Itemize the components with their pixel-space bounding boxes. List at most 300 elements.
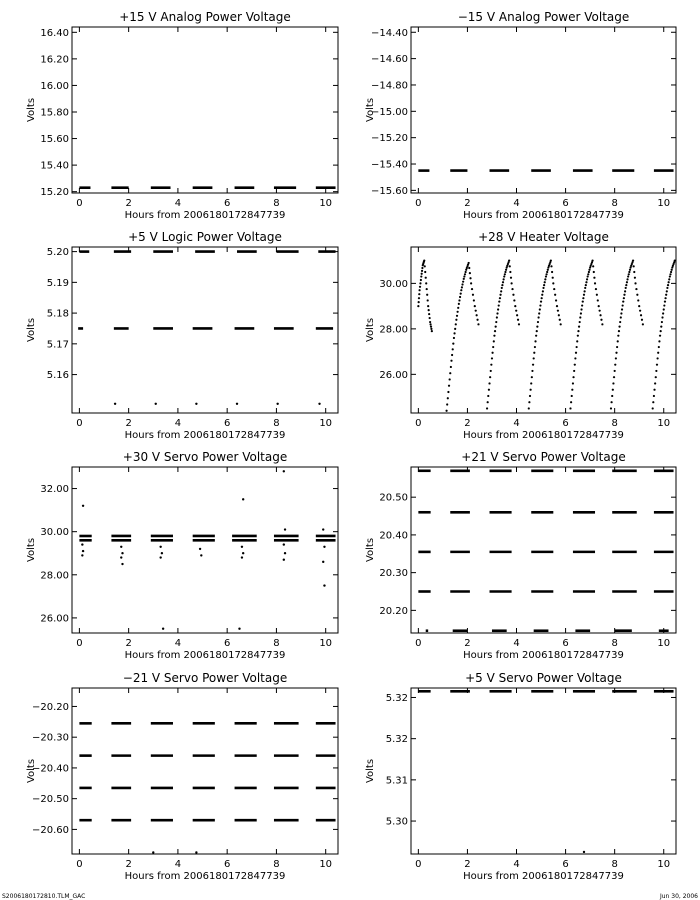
data-point <box>638 305 640 307</box>
data-point <box>195 851 197 853</box>
data-point <box>580 308 582 310</box>
data-point <box>487 401 489 403</box>
data-series <box>78 252 335 405</box>
data-point <box>580 312 582 314</box>
chart-title: +21 V Servo Power Voltage <box>461 450 626 464</box>
chart-title: +5 V Servo Power Voltage <box>465 671 622 685</box>
data-point <box>242 552 244 554</box>
data-point <box>656 357 658 359</box>
data-point <box>494 330 496 332</box>
x-tick-label: 0 <box>76 638 83 649</box>
data-point <box>449 378 451 380</box>
data-point <box>628 271 630 273</box>
x-tick-label: 2 <box>464 859 471 870</box>
data-point <box>623 294 625 296</box>
data-point <box>534 346 536 348</box>
data-point <box>450 366 452 368</box>
data-point <box>276 403 278 405</box>
x-tick-label: 10 <box>657 418 671 429</box>
x-tick-label: 10 <box>657 638 671 649</box>
data-point <box>579 316 581 318</box>
data-point <box>461 283 463 285</box>
data-point <box>612 389 614 391</box>
y-tick-label: 5.17 <box>46 339 69 351</box>
data-point <box>511 288 513 290</box>
y-tick-label: −20.60 <box>31 824 69 836</box>
data-point <box>241 556 243 558</box>
data-point <box>424 265 426 267</box>
y-axis-label: Volts <box>26 97 37 123</box>
data-point <box>583 294 585 296</box>
data-point <box>509 271 511 273</box>
data-point <box>449 372 451 374</box>
data-point <box>657 352 659 354</box>
plot-frame <box>411 467 676 633</box>
x-tick-label: 4 <box>513 638 520 649</box>
data-point <box>428 309 430 311</box>
data-point <box>554 294 556 296</box>
data-point <box>152 851 154 853</box>
data-point <box>453 337 455 339</box>
data-point <box>457 311 459 313</box>
data-point <box>531 370 533 372</box>
x-tick-label: 6 <box>223 638 231 649</box>
data-point <box>619 321 621 323</box>
data-point <box>453 332 455 334</box>
x-tick-label: 6 <box>223 418 231 429</box>
plot-frame <box>72 27 338 193</box>
data-point <box>121 563 123 565</box>
data-point <box>493 340 495 342</box>
data-point <box>544 278 546 280</box>
data-point <box>495 321 497 323</box>
data-point <box>423 260 425 262</box>
data-point <box>542 290 544 292</box>
data-point <box>669 275 671 277</box>
data-point <box>636 294 638 296</box>
data-point <box>242 498 244 500</box>
data-point <box>584 287 586 289</box>
x-tick-label: 6 <box>562 859 569 870</box>
data-point <box>530 389 532 391</box>
data-point <box>498 304 500 306</box>
data-point <box>547 269 549 271</box>
chart-panel <box>365 450 676 661</box>
footer-file-label: S2006180172810.TLM_GAC <box>2 893 86 900</box>
data-point <box>419 282 421 284</box>
data-point <box>616 346 618 348</box>
x-tick-label: 8 <box>273 638 280 649</box>
data-point <box>459 296 461 298</box>
data-point <box>418 293 420 295</box>
data-point <box>641 319 643 321</box>
data-point <box>539 304 541 306</box>
data-point <box>668 281 670 283</box>
data-point <box>464 273 466 275</box>
data-point <box>579 321 581 323</box>
data-point <box>476 319 478 321</box>
data-point <box>505 269 507 271</box>
data-point <box>620 316 622 318</box>
x-tick-label: 8 <box>611 638 618 649</box>
x-axis-label: Hours from 2006180172847739 <box>463 430 624 441</box>
y-axis-label: Volts <box>26 537 37 563</box>
data-point <box>635 288 637 290</box>
data-point <box>454 328 456 330</box>
chart-panel <box>26 10 338 221</box>
data-point <box>614 364 616 366</box>
x-tick-label: 0 <box>76 198 83 209</box>
chart-panel <box>26 230 338 441</box>
data-point <box>661 321 663 323</box>
data-point <box>532 364 534 366</box>
data-point <box>535 335 537 337</box>
data-point <box>421 270 423 272</box>
data-point <box>573 370 575 372</box>
data-point <box>658 340 660 342</box>
chart-panel <box>365 230 676 441</box>
data-point <box>241 546 243 548</box>
data-point <box>557 310 559 312</box>
data-point <box>504 271 506 273</box>
y-tick-label: −20.50 <box>31 794 69 806</box>
data-point <box>632 260 634 262</box>
chart-panel <box>365 671 676 882</box>
data-point <box>577 330 579 332</box>
data-point <box>534 340 536 342</box>
data-point <box>159 556 161 558</box>
data-point <box>653 395 655 397</box>
data-point <box>571 395 573 397</box>
data-point <box>515 310 517 312</box>
data-point <box>418 297 420 299</box>
x-axis-label: Hours from 2006180172847739 <box>124 871 286 882</box>
x-tick-label: 6 <box>223 859 231 870</box>
x-tick-label: 0 <box>415 198 422 209</box>
y-tick-label: 30.00 <box>379 278 408 290</box>
data-point <box>653 389 655 391</box>
data-point <box>583 851 585 853</box>
data-point <box>81 554 83 556</box>
data-point <box>428 313 430 315</box>
data-point <box>531 376 533 378</box>
data-point <box>477 323 479 325</box>
data-point <box>511 282 513 284</box>
y-tick-label: 28.00 <box>379 324 408 336</box>
data-point <box>541 294 543 296</box>
data-point <box>284 552 286 554</box>
data-point <box>516 314 518 316</box>
data-point <box>550 265 552 267</box>
data-point <box>674 260 676 262</box>
data-point <box>518 323 520 325</box>
data-point <box>195 403 197 405</box>
data-point <box>582 297 584 299</box>
footer-date-label: Jun 30, 2006 <box>659 893 698 900</box>
data-point <box>593 277 595 279</box>
x-tick-label: 4 <box>513 418 520 429</box>
data-point <box>425 277 427 279</box>
x-tick-label: 2 <box>125 418 132 429</box>
data-point <box>417 305 419 307</box>
data-point <box>556 305 558 307</box>
chart-title: +28 V Heater Voltage <box>478 230 609 244</box>
data-point <box>591 260 593 262</box>
x-tick-label: 10 <box>319 638 333 649</box>
data-point <box>610 407 612 409</box>
data-point <box>496 316 498 318</box>
data-point <box>200 554 202 556</box>
data-point <box>460 293 462 295</box>
y-tick-label: −14.40 <box>370 27 408 39</box>
data-point <box>322 561 324 563</box>
data-point <box>546 271 548 273</box>
y-tick-label: 5.20 <box>46 247 69 259</box>
data-point <box>457 307 459 309</box>
data-series <box>417 260 676 412</box>
data-point <box>618 330 620 332</box>
data-point <box>498 300 500 302</box>
data-point <box>543 284 545 286</box>
data-point <box>559 319 561 321</box>
data-point <box>592 265 594 267</box>
y-tick-label: 5.18 <box>46 308 69 320</box>
data-point <box>587 275 589 277</box>
data-point <box>420 275 422 277</box>
plot-frame <box>72 467 338 633</box>
x-tick-label: 4 <box>174 638 182 649</box>
x-tick-label: 2 <box>125 638 132 649</box>
y-tick-label: 30.00 <box>40 527 69 539</box>
data-point <box>614 370 616 372</box>
data-point <box>199 548 201 550</box>
data-point <box>450 360 452 362</box>
data-point <box>486 407 488 409</box>
data-point <box>462 281 464 283</box>
data-point <box>670 271 672 273</box>
data-point <box>664 300 666 302</box>
data-point <box>571 389 573 391</box>
x-tick-label: 0 <box>76 859 83 870</box>
data-point <box>552 282 554 284</box>
data-point <box>560 323 562 325</box>
data-point <box>655 370 657 372</box>
data-point <box>120 546 122 548</box>
data-point <box>624 290 626 292</box>
data-series <box>418 471 673 631</box>
data-point <box>539 308 541 310</box>
y-tick-label: 16.00 <box>40 80 69 92</box>
data-point <box>476 314 478 316</box>
data-point <box>530 382 532 384</box>
data-point <box>502 281 504 283</box>
chart-panel <box>26 671 338 882</box>
y-tick-label: −15.20 <box>370 133 408 145</box>
data-point <box>570 401 572 403</box>
x-tick-label: 8 <box>611 859 618 870</box>
data-point <box>499 297 501 299</box>
y-axis-label: Volts <box>365 537 376 563</box>
data-point <box>538 312 540 314</box>
y-tick-label: −14.60 <box>370 54 408 66</box>
data-point <box>550 260 552 262</box>
data-point <box>426 288 428 290</box>
data-point <box>615 352 617 354</box>
data-point <box>460 289 462 291</box>
data-point <box>504 273 506 275</box>
x-tick-label: 2 <box>464 198 471 209</box>
data-point <box>663 308 665 310</box>
data-point <box>120 556 122 558</box>
data-point <box>601 323 603 325</box>
x-tick-label: 2 <box>464 418 471 429</box>
data-point <box>634 277 636 279</box>
y-tick-label: 5.31 <box>385 775 408 787</box>
data-point <box>536 325 538 327</box>
data-point <box>499 294 501 296</box>
y-tick-label: 26.00 <box>379 369 408 381</box>
data-series <box>418 691 673 853</box>
data-point <box>323 584 325 586</box>
data-point <box>430 325 432 327</box>
y-tick-label: 15.60 <box>40 134 69 146</box>
data-point <box>418 301 420 303</box>
data-point <box>492 346 494 348</box>
data-point <box>470 282 472 284</box>
x-tick-label: 8 <box>273 859 280 870</box>
data-point <box>541 297 543 299</box>
y-tick-label: −20.20 <box>31 701 69 713</box>
data-point <box>463 275 465 277</box>
x-tick-label: 8 <box>273 418 280 429</box>
data-point <box>473 299 475 301</box>
data-point <box>599 314 601 316</box>
data-point <box>577 335 579 337</box>
data-point <box>458 299 460 301</box>
data-point <box>517 319 519 321</box>
data-point <box>627 275 629 277</box>
y-axis-label: Volts <box>365 758 376 784</box>
data-point <box>455 319 457 321</box>
data-point <box>655 376 657 378</box>
data-point <box>536 330 538 332</box>
x-tick-label: 0 <box>415 638 422 649</box>
chart-title: −21 V Servo Power Voltage <box>122 671 288 685</box>
data-point <box>451 354 453 356</box>
data-point <box>452 343 454 345</box>
data-point <box>472 294 474 296</box>
y-tick-label: 5.32 <box>385 692 408 704</box>
y-tick-label: 32.00 <box>40 484 69 496</box>
y-tick-label: −20.30 <box>31 732 69 744</box>
data-series <box>79 470 335 630</box>
y-tick-label: 15.20 <box>40 187 69 199</box>
data-point <box>81 543 83 545</box>
data-point <box>121 552 123 554</box>
data-point <box>629 269 631 271</box>
data-point <box>491 352 493 354</box>
y-tick-label: 5.19 <box>46 277 69 289</box>
data-point <box>495 325 497 327</box>
data-point <box>633 271 635 273</box>
data-point <box>496 312 498 314</box>
data-point <box>665 294 667 296</box>
plot-frame <box>411 27 676 193</box>
data-point <box>464 271 466 273</box>
y-tick-label: −15.60 <box>370 185 408 197</box>
data-point <box>545 275 547 277</box>
data-point <box>576 346 578 348</box>
data-point <box>664 297 666 299</box>
x-tick-label: 10 <box>657 859 671 870</box>
data-point <box>447 391 449 393</box>
chart-title: −15 V Analog Power Voltage <box>457 10 630 24</box>
x-axis-label: Hours from 2006180172847739 <box>124 210 286 221</box>
data-point <box>493 335 495 337</box>
data-point <box>661 316 663 318</box>
data-point <box>625 284 627 286</box>
x-tick-label: 10 <box>319 418 333 429</box>
data-point <box>662 312 664 314</box>
data-point <box>501 284 503 286</box>
data-point <box>626 278 628 280</box>
data-point <box>656 364 658 366</box>
y-tick-label: 15.40 <box>40 160 69 172</box>
x-tick-label: 2 <box>125 198 132 209</box>
data-point <box>509 265 511 267</box>
x-tick-label: 8 <box>611 198 618 209</box>
x-tick-label: 6 <box>562 418 569 429</box>
data-point <box>660 325 662 327</box>
data-point <box>427 305 429 307</box>
chart-title: +5 V Logic Power Voltage <box>128 230 282 244</box>
data-point <box>528 401 530 403</box>
data-point <box>540 300 542 302</box>
x-tick-label: 2 <box>464 638 471 649</box>
chart-title: +30 V Servo Power Voltage <box>122 450 288 464</box>
y-tick-label: −15.40 <box>370 159 408 171</box>
y-tick-label: 20.20 <box>379 605 408 617</box>
data-point <box>283 543 285 545</box>
y-tick-label: 20.50 <box>379 492 408 504</box>
x-tick-label: 6 <box>562 638 569 649</box>
data-point <box>610 401 612 403</box>
data-series <box>79 723 335 853</box>
data-point <box>491 357 493 359</box>
data-point <box>574 364 576 366</box>
data-point <box>468 262 470 264</box>
data-point <box>471 288 473 290</box>
data-point <box>663 304 665 306</box>
data-point <box>640 314 642 316</box>
data-point <box>544 281 546 283</box>
data-point <box>510 277 512 279</box>
data-point <box>612 382 614 384</box>
chart-panel <box>26 450 338 661</box>
x-tick-label: 8 <box>611 418 618 429</box>
plot-frame <box>72 688 338 854</box>
data-point <box>318 403 320 405</box>
data-point <box>161 552 163 554</box>
data-point <box>533 357 535 359</box>
data-point <box>452 348 454 350</box>
data-point <box>625 287 627 289</box>
data-point <box>581 304 583 306</box>
data-point <box>620 312 622 314</box>
data-point <box>585 284 587 286</box>
y-tick-label: 5.32 <box>385 734 408 746</box>
data-point <box>487 395 489 397</box>
